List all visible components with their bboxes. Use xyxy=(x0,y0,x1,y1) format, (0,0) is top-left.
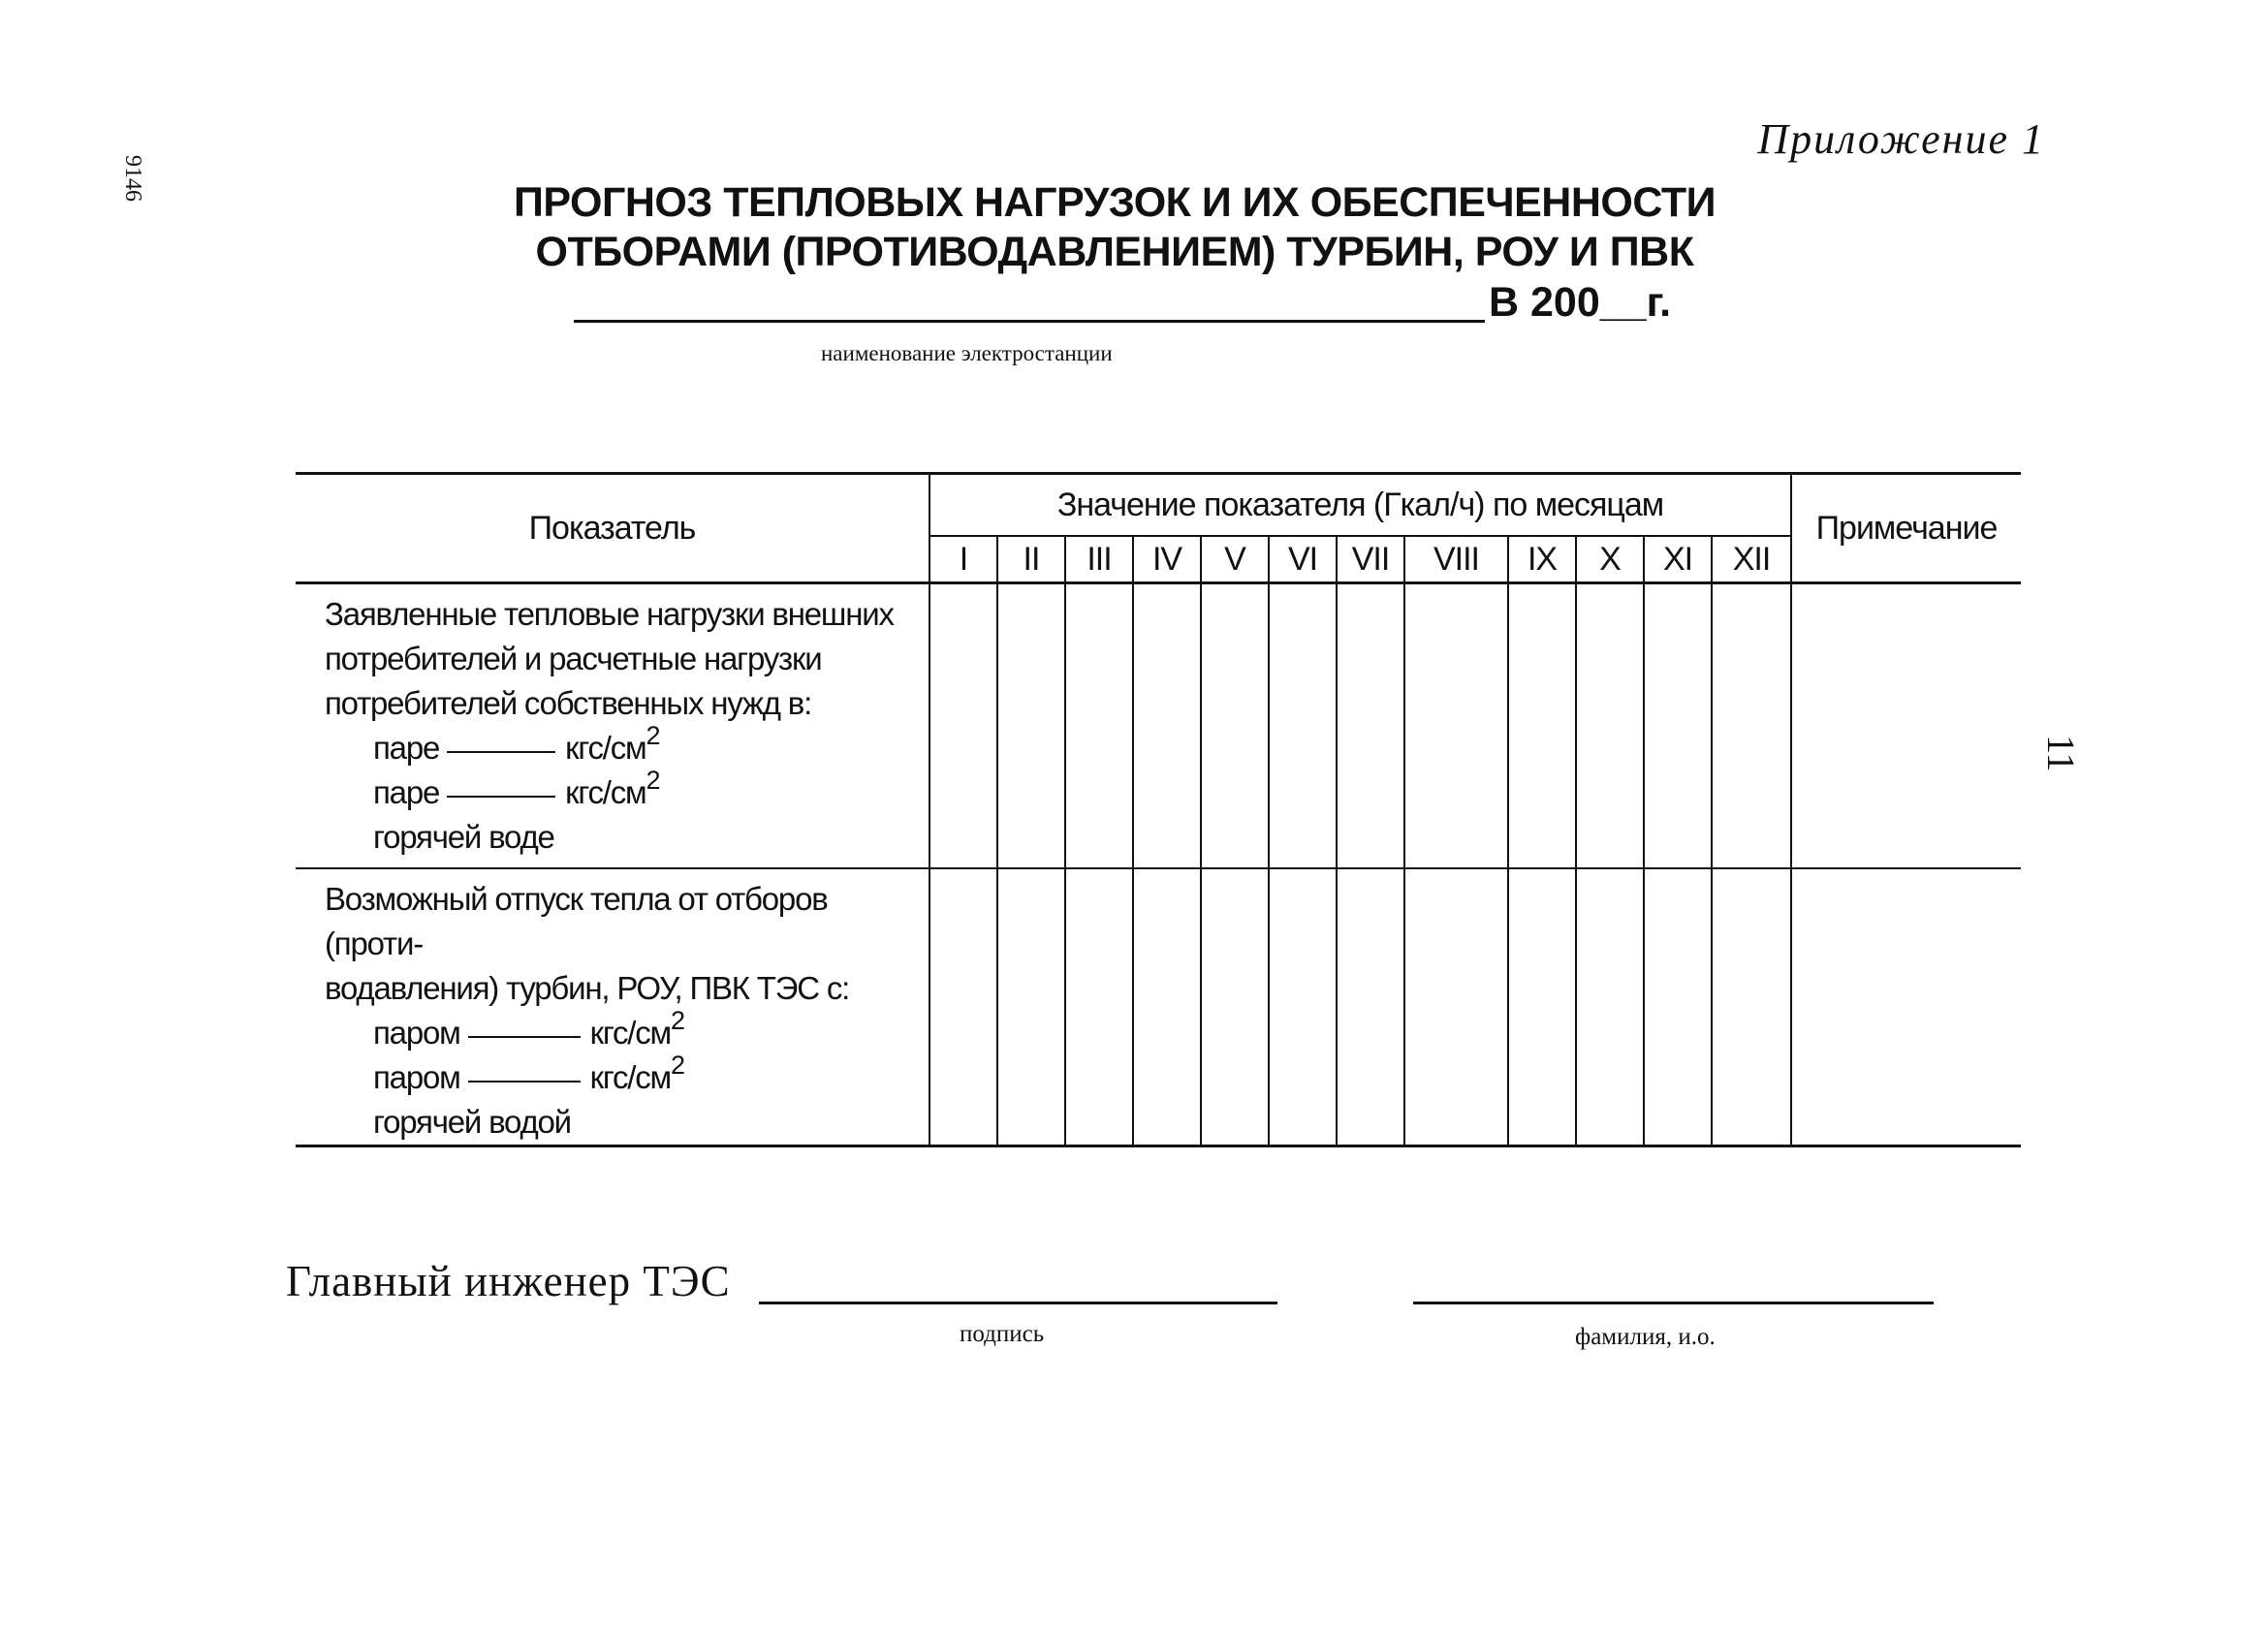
value-cell[interactable] xyxy=(1712,868,1791,1146)
row-label-line: потребителей и расчетные нагрузки xyxy=(325,641,822,676)
station-name-blank[interactable] xyxy=(574,320,1485,323)
signature-caption: подпись xyxy=(960,1321,1045,1347)
value-cell[interactable] xyxy=(1644,868,1712,1146)
item-prefix: паре xyxy=(373,774,440,810)
row-label-line: Заявленные тепловые нагрузки внешних xyxy=(325,596,894,632)
unit-exponent: 2 xyxy=(646,721,660,751)
value-cell[interactable] xyxy=(1201,583,1269,869)
value-cell[interactable] xyxy=(1404,868,1508,1146)
row-label-declared-loads xyxy=(296,583,929,869)
heat-load-forecast-table xyxy=(296,472,2021,1147)
hot-water-item: горячей воде xyxy=(373,819,554,855)
value-cell[interactable] xyxy=(1133,868,1201,1146)
value-cell[interactable] xyxy=(1712,583,1791,869)
value-cell[interactable] xyxy=(1576,583,1644,869)
pressure-blank[interactable] xyxy=(468,1036,581,1038)
station-name-caption: наименование электростанции xyxy=(821,341,1113,365)
value-cell[interactable] xyxy=(1269,868,1337,1146)
month-header: II xyxy=(997,536,1065,583)
value-cell[interactable] xyxy=(1576,868,1644,1146)
value-cell[interactable] xyxy=(1337,583,1404,869)
column-header-monthly-values: Значение показателя (Гкал/ч) по месяцам xyxy=(929,474,1791,537)
value-cell[interactable] xyxy=(1404,583,1508,869)
table-row xyxy=(296,868,2021,1146)
document-title-line-2: ОТБОРАМИ (ПРОТИВОДАВЛЕНИЕМ) ТУРБИН, РОУ И ПВК xyxy=(535,229,1694,275)
month-header: X xyxy=(1576,536,1644,583)
table-row xyxy=(296,583,2021,869)
unit-exponent: 2 xyxy=(646,766,660,796)
unit-exponent: 2 xyxy=(671,1051,684,1081)
item-prefix: паре xyxy=(373,730,440,766)
page-number: 11 xyxy=(2039,735,2083,772)
steam-pressure-item xyxy=(325,766,929,815)
row-label-line: водавления) турбин, РОУ, ПВК ТЭС с: xyxy=(325,970,850,1006)
note-cell[interactable] xyxy=(1791,583,2021,869)
steam-pressure-item xyxy=(325,721,929,770)
hot-water-item: горячей водой xyxy=(373,1104,571,1140)
value-cell[interactable] xyxy=(997,868,1065,1146)
item-prefix: паром xyxy=(373,1059,460,1095)
month-header: IX xyxy=(1508,536,1576,583)
row-label-line: потребителей собственных нужд в: xyxy=(325,685,812,721)
value-cell[interactable] xyxy=(1508,583,1576,869)
side-document-number: 9146 xyxy=(120,155,145,202)
value-cell[interactable] xyxy=(1644,583,1712,869)
steam-pressure-item xyxy=(325,1051,929,1100)
month-header: I xyxy=(929,536,997,583)
full-name-blank[interactable] xyxy=(1413,1302,1934,1304)
pressure-blank[interactable] xyxy=(447,796,555,798)
value-cell[interactable] xyxy=(1508,868,1576,1146)
row-label-possible-heat-supply xyxy=(296,868,929,1146)
item-unit: кгс/см xyxy=(589,1015,672,1051)
signature-blank[interactable] xyxy=(759,1302,1277,1304)
month-header: XI xyxy=(1644,536,1712,583)
item-prefix: паром xyxy=(373,1015,460,1051)
month-header: VIII xyxy=(1404,536,1508,583)
value-cell[interactable] xyxy=(1269,583,1337,869)
unit-exponent: 2 xyxy=(671,1006,684,1036)
item-unit: кгс/см xyxy=(565,774,646,810)
month-header: VI xyxy=(1269,536,1337,583)
value-cell[interactable] xyxy=(997,583,1065,869)
steam-pressure-item xyxy=(325,1006,929,1055)
value-cell[interactable] xyxy=(1337,868,1404,1146)
month-header: VII xyxy=(1337,536,1404,583)
chief-engineer-label: Главный инженер ТЭС xyxy=(286,1257,731,1305)
pressure-blank[interactable] xyxy=(468,1081,581,1083)
value-cell[interactable] xyxy=(1133,583,1201,869)
month-header: III xyxy=(1065,536,1133,583)
document-title-line-1: ПРОГНОЗ ТЕПЛОВЫХ НАГРУЗОК И ИХ ОБЕСПЕЧЕННОСТИ xyxy=(514,179,1716,226)
note-cell[interactable] xyxy=(1791,868,2021,1146)
value-cell[interactable] xyxy=(929,583,997,869)
full-name-caption: фамилия, и.о. xyxy=(1575,1324,1716,1350)
column-header-note: Примечание xyxy=(1791,474,2021,583)
appendix-label: Приложение 1 xyxy=(1757,115,2045,163)
row-label-line: Возможный отпуск тепла от отборов (проти- xyxy=(325,881,828,961)
value-cell[interactable] xyxy=(1065,583,1133,869)
month-header: IV xyxy=(1133,536,1201,583)
month-header: XII xyxy=(1712,536,1791,583)
value-cell[interactable] xyxy=(929,868,997,1146)
item-unit: кгс/см xyxy=(589,1059,672,1095)
column-header-indicator: Показатель xyxy=(296,474,929,583)
item-unit: кгс/см xyxy=(565,730,646,766)
month-header: V xyxy=(1201,536,1269,583)
value-cell[interactable] xyxy=(1065,868,1133,1146)
value-cell[interactable] xyxy=(1201,868,1269,1146)
document-title-year: В 200__г. xyxy=(1489,279,1672,326)
pressure-blank[interactable] xyxy=(447,751,555,753)
